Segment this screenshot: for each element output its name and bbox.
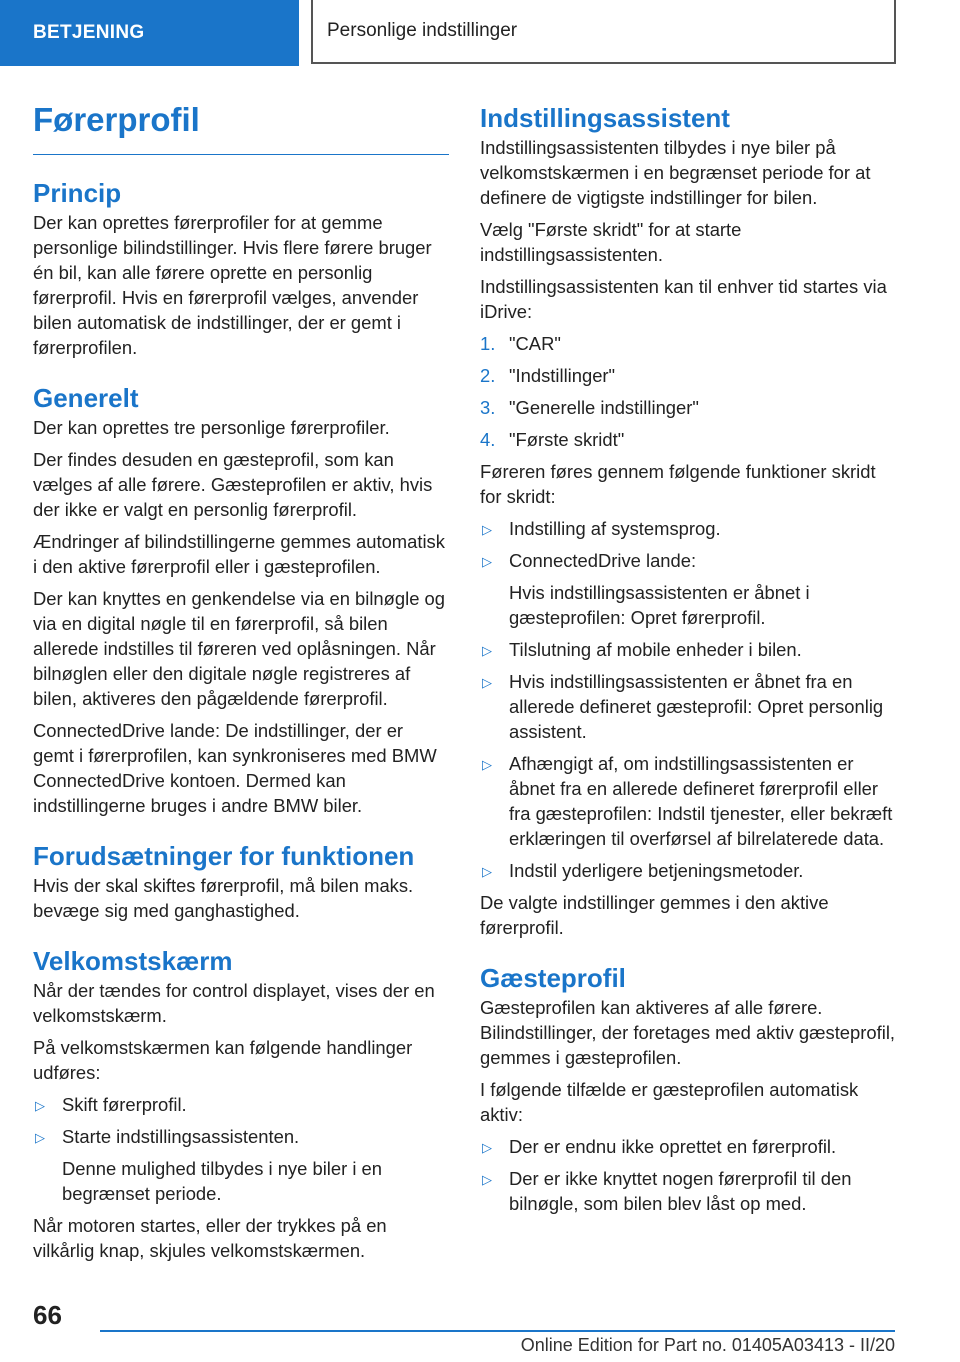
list-item-text: ConnectedDrive lande: xyxy=(509,550,697,571)
velkomst-p2: På velkomstskærmen kan følgende handlinger udføres: xyxy=(33,1037,413,1083)
princip-text: Der kan oprettes førerprofiler for at gemme personlige bilindstillinger. Hvis flere førere bruger én bil, kan alle førere oprette en personlig førerprofil. Hvis en førerprofil vælges, anvender bilen automatisk de indstillinger, der er gemt i førerprofilen. xyxy=(33,212,432,358)
triangle-bullet-icon: ▷ xyxy=(482,643,492,658)
assist-functions-list-cont xyxy=(480,637,900,883)
gaest-list xyxy=(480,1134,900,1216)
step-item xyxy=(480,427,900,452)
heading-gaesteprofil: Gæsteprofil xyxy=(480,963,626,993)
list-item-text: Indstilling af systemsprog. xyxy=(509,518,721,539)
velkomst-p3: Når motoren startes, eller der trykkes på en vilkårlig knap, skjules velkomstskærmen. xyxy=(33,1215,387,1261)
triangle-bullet-icon: ▷ xyxy=(482,1140,492,1155)
list-item-text: Hvis indstillingsassistenten er åbnet fra en allerede defineret gæsteprofil: Opret personlig assistent. xyxy=(509,671,884,742)
step-item xyxy=(480,363,900,388)
velkomst-p1: Når der tændes for control displayet, vises der en velkomstskærm. xyxy=(33,980,435,1026)
generelt-p1: Der kan oprettes tre personlige førerprofiler. xyxy=(33,417,390,438)
list-item xyxy=(480,516,900,541)
assist-p4: Føreren føres gennem følgende funktioner skridt for skridt: xyxy=(480,461,876,507)
generelt-p3: Ændringer af bilindstillingerne gemmes automatisk i den aktive førerprofil eller i gæsteprofilen. xyxy=(33,531,445,577)
step-text: "Generelle indstillinger" xyxy=(509,397,699,418)
list-item-text: Starte indstillingsassistenten. xyxy=(62,1126,300,1147)
assist-p3: Indstillingsassistenten kan til enhver tid startes via iDrive: xyxy=(480,276,887,322)
step-number: 4. xyxy=(480,429,496,450)
triangle-bullet-icon: ▷ xyxy=(35,1130,45,1145)
assist-b2-note: Hvis indstillingsassistenten er åbnet i gæsteprofilen: Opret førerprofil. xyxy=(509,582,810,628)
triangle-bullet-icon: ▷ xyxy=(482,757,492,772)
list-item xyxy=(33,1124,449,1149)
heading-generelt: Generelt xyxy=(33,383,139,413)
forudsaetninger-text: Hvis der skal skiftes førerprofil, må bilen maks. bevæge sig med ganghastighed. xyxy=(33,875,414,921)
triangle-bullet-icon: ▷ xyxy=(482,554,492,569)
heading-princip: Princip xyxy=(33,178,122,208)
gaest-p1: Gæsteprofilen kan aktiveres af alle førere. Bilindstillinger, der foretages med aktiv gæsteprofil, gemmes i gæsteprofilen. xyxy=(480,997,896,1068)
page-title: Førerprofil xyxy=(33,100,449,155)
heading-velkomstskaerm: Velkomstskærm xyxy=(33,946,233,976)
list-item-text: Indstil yderligere betjeningsmetoder. xyxy=(509,860,804,881)
footer-divider xyxy=(100,1330,895,1332)
chapter-title: Personlige indstillinger xyxy=(311,0,896,64)
section-tab: BETJENING xyxy=(0,0,299,66)
list-item-text: Der er ikke knyttet nogen førerprofil til den bilnøgle, som bilen blev låst op med. xyxy=(509,1168,852,1214)
triangle-bullet-icon: ▷ xyxy=(482,522,492,537)
list-item xyxy=(480,669,900,744)
list-item-text: Der er endnu ikke oprettet en førerprofil. xyxy=(509,1136,837,1157)
triangle-bullet-icon: ▷ xyxy=(35,1098,45,1113)
assist-p1: Indstillingsassistenten tilbydes i nye biler på velkomstskærmen i en begrænset periode for at definere de vigtigste indstillinger for bilen. xyxy=(480,137,871,208)
list-item xyxy=(480,637,900,662)
right-column xyxy=(480,100,900,1223)
list-item xyxy=(480,858,900,883)
edition-note: Online Edition for Part no. 01405A03413 - II/20 xyxy=(520,1335,895,1355)
list-item-text: Afhængigt af, om indstillingsassistenten er åbnet fra en allerede defineret førerprofil eller fra gæsteprofilen: Indstil tjenester, eller bekræft erklæringen til overførsel af bilrelaterede data. xyxy=(509,753,893,849)
step-text: "Indstillinger" xyxy=(509,365,616,386)
page-header xyxy=(0,0,960,66)
gaest-p2: I følgende tilfælde er gæsteprofilen automatisk aktiv: xyxy=(480,1079,859,1125)
page-number: 66 xyxy=(33,1300,62,1330)
idrive-steps xyxy=(480,331,900,452)
velkomst-list xyxy=(33,1092,449,1149)
list-item xyxy=(480,1166,900,1216)
left-column xyxy=(33,100,449,1270)
step-number: 2. xyxy=(480,365,496,386)
triangle-bullet-icon: ▷ xyxy=(482,675,492,690)
velkomst-item2-note: Denne mulighed tilbydes i nye biler i en begrænset periode. xyxy=(62,1158,382,1204)
list-item xyxy=(480,751,900,851)
step-number: 1. xyxy=(480,333,496,354)
list-item-text: Tilslutning af mobile enheder i bilen. xyxy=(509,639,802,660)
step-number: 3. xyxy=(480,397,496,418)
generelt-p4: Der kan knyttes en genkendelse via en bilnøgle og via en digital nøgle til en førerprofil, så bilen allerede indstilles til føreren ved oplåsningen. Når bilnøglen eller den digitale nøgle registreres af bilen, aktiveres den pågældende førerprofil. xyxy=(33,588,446,709)
generelt-p2: Der findes desuden en gæsteprofil, som kan vælges af alle førere. Gæsteprofilen er aktiv, hvis der ikke er valgt en personlig førerprofil. xyxy=(33,449,433,520)
step-text: "CAR" xyxy=(509,333,561,354)
list-item xyxy=(480,1134,900,1159)
step-text: "Første skridt" xyxy=(509,429,625,450)
heading-indstillingsassistent: Indstillingsassistent xyxy=(480,103,730,133)
list-item xyxy=(33,1092,449,1117)
generelt-p5: ConnectedDrive lande: De indstillinger, der er gemt i førerprofilen, kan synkroniseres med BMW ConnectedDrive kontoen. Dermed kan indstillingerne bruges i andre BMW biler. xyxy=(33,720,437,816)
list-item xyxy=(480,548,900,573)
assist-p2: Vælg "Første skridt" for at starte indstillingsassistenten. xyxy=(480,219,742,265)
assist-functions-list xyxy=(480,516,900,573)
step-item xyxy=(480,395,900,420)
assist-p5: De valgte indstillinger gemmes i den aktive førerprofil. xyxy=(480,892,829,938)
step-item xyxy=(480,331,900,356)
list-item-text: Skift førerprofil. xyxy=(62,1094,187,1115)
triangle-bullet-icon: ▷ xyxy=(482,1172,492,1187)
heading-forudsaetninger: Forudsætninger for funktionen xyxy=(33,841,415,871)
triangle-bullet-icon: ▷ xyxy=(482,864,492,879)
